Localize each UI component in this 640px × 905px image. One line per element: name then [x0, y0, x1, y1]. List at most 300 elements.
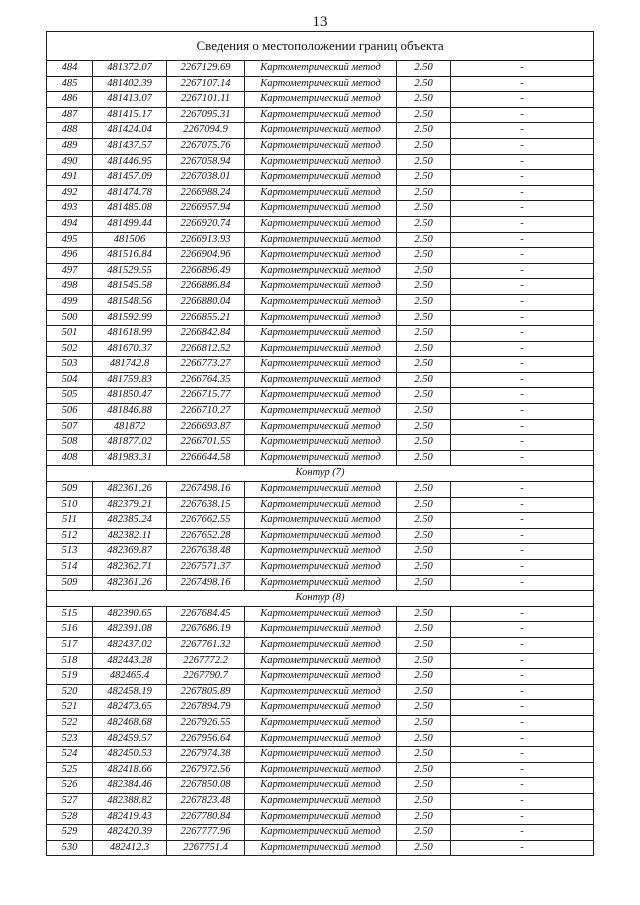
- point-number-cell: 510: [47, 497, 93, 513]
- accuracy-cell: 2.50: [397, 840, 451, 856]
- accuracy-cell: 2.50: [397, 731, 451, 747]
- method-cell: Картометрический метод: [245, 731, 397, 747]
- y-coordinate-cell: 2267823.48: [167, 793, 245, 809]
- y-coordinate-cell: 2266957.94: [167, 201, 245, 217]
- description-cell: -: [451, 793, 594, 809]
- description-cell: -: [451, 840, 594, 856]
- table-row: [47, 185, 594, 201]
- description-cell: -: [451, 61, 594, 77]
- y-coordinate-cell: 2267894.79: [167, 700, 245, 716]
- description-cell: -: [451, 279, 594, 295]
- table-row: [47, 326, 594, 342]
- x-coordinate-cell: 481424.04: [93, 123, 167, 139]
- method-cell: Картометрический метод: [245, 840, 397, 856]
- table-row: [47, 92, 594, 108]
- accuracy-cell: 2.50: [397, 263, 451, 279]
- y-coordinate-cell: 2267095.31: [167, 107, 245, 123]
- x-coordinate-cell: 482465.4: [93, 669, 167, 685]
- accuracy-cell: 2.50: [397, 622, 451, 638]
- x-coordinate-cell: 481545.58: [93, 279, 167, 295]
- x-coordinate-cell: 482419.43: [93, 809, 167, 825]
- table-row: [47, 404, 594, 420]
- description-cell: -: [451, 263, 594, 279]
- y-coordinate-cell: 2267751.4: [167, 840, 245, 856]
- x-coordinate-cell: 481548.56: [93, 294, 167, 310]
- point-number-cell: 504: [47, 372, 93, 388]
- section-label: Контур (7): [47, 466, 594, 482]
- y-coordinate-cell: 2267662.55: [167, 513, 245, 529]
- accuracy-cell: 2.50: [397, 170, 451, 186]
- table-row: [47, 622, 594, 638]
- accuracy-cell: 2.50: [397, 825, 451, 841]
- x-coordinate-cell: 482388.82: [93, 793, 167, 809]
- description-cell: -: [451, 154, 594, 170]
- method-cell: Картометрический метод: [245, 216, 397, 232]
- method-cell: Картометрический метод: [245, 185, 397, 201]
- accuracy-cell: 2.50: [397, 762, 451, 778]
- description-cell: -: [451, 450, 594, 466]
- point-number-cell: 511: [47, 513, 93, 529]
- y-coordinate-cell: 2266896.49: [167, 263, 245, 279]
- description-cell: -: [451, 216, 594, 232]
- description-cell: -: [451, 825, 594, 841]
- point-number-cell: 513: [47, 544, 93, 560]
- method-cell: Картометрический метод: [245, 513, 397, 529]
- point-number-cell: 519: [47, 669, 93, 685]
- point-number-cell: 491: [47, 170, 93, 186]
- y-coordinate-cell: 2266988.24: [167, 185, 245, 201]
- accuracy-cell: 2.50: [397, 435, 451, 451]
- description-cell: -: [451, 544, 594, 560]
- table-row: [47, 825, 594, 841]
- y-coordinate-cell: 2267571.37: [167, 560, 245, 576]
- accuracy-cell: 2.50: [397, 61, 451, 77]
- description-cell: -: [451, 669, 594, 685]
- table-row: [47, 248, 594, 264]
- y-coordinate-cell: 2267498.16: [167, 575, 245, 591]
- y-coordinate-cell: 2267777.96: [167, 825, 245, 841]
- x-coordinate-cell: 481516.84: [93, 248, 167, 264]
- table-row: [47, 762, 594, 778]
- accuracy-cell: 2.50: [397, 388, 451, 404]
- x-coordinate-cell: 482437.02: [93, 637, 167, 653]
- point-number-cell: 518: [47, 653, 93, 669]
- table-row: [47, 279, 594, 295]
- accuracy-cell: 2.50: [397, 747, 451, 763]
- section-label: Контур (8): [47, 591, 594, 607]
- point-number-cell: 522: [47, 715, 93, 731]
- y-coordinate-cell: 2267972.56: [167, 762, 245, 778]
- table-row: [47, 497, 594, 513]
- y-coordinate-cell: 2266904.96: [167, 248, 245, 264]
- x-coordinate-cell: 481877.02: [93, 435, 167, 451]
- y-coordinate-cell: 2266812.52: [167, 341, 245, 357]
- y-coordinate-cell: 2267772.2: [167, 653, 245, 669]
- accuracy-cell: 2.50: [397, 669, 451, 685]
- y-coordinate-cell: 2266710.27: [167, 404, 245, 420]
- accuracy-cell: 2.50: [397, 637, 451, 653]
- y-coordinate-cell: 2267101.11: [167, 92, 245, 108]
- x-coordinate-cell: 481446.95: [93, 154, 167, 170]
- x-coordinate-cell: 481670.37: [93, 341, 167, 357]
- point-number-cell: 493: [47, 201, 93, 217]
- point-number-cell: 517: [47, 637, 93, 653]
- table-row: [47, 310, 594, 326]
- x-coordinate-cell: 482362.71: [93, 560, 167, 576]
- x-coordinate-cell: 482361.26: [93, 482, 167, 498]
- accuracy-cell: 2.50: [397, 793, 451, 809]
- x-coordinate-cell: 482382.11: [93, 528, 167, 544]
- method-cell: Картометрический метод: [245, 76, 397, 92]
- description-cell: -: [451, 482, 594, 498]
- description-cell: -: [451, 637, 594, 653]
- method-cell: Картометрический метод: [245, 279, 397, 295]
- method-cell: Картометрический метод: [245, 357, 397, 373]
- method-cell: Картометрический метод: [245, 684, 397, 700]
- point-number-cell: 523: [47, 731, 93, 747]
- x-coordinate-cell: 482379.21: [93, 497, 167, 513]
- y-coordinate-cell: 2267652.28: [167, 528, 245, 544]
- method-cell: Картометрический метод: [245, 232, 397, 248]
- table-row: [47, 575, 594, 591]
- accuracy-cell: 2.50: [397, 450, 451, 466]
- description-cell: -: [451, 435, 594, 451]
- y-coordinate-cell: 2267498.16: [167, 482, 245, 498]
- table-title: Сведения о местоположении границ объекта: [47, 32, 594, 61]
- accuracy-cell: 2.50: [397, 248, 451, 264]
- description-cell: -: [451, 341, 594, 357]
- description-cell: -: [451, 294, 594, 310]
- point-number-cell: 527: [47, 793, 93, 809]
- method-cell: Картометрический метод: [245, 778, 397, 794]
- method-cell: Картометрический метод: [245, 637, 397, 653]
- point-number-cell: 484: [47, 61, 93, 77]
- table-row: [47, 809, 594, 825]
- x-coordinate-cell: 481759.83: [93, 372, 167, 388]
- point-number-cell: 507: [47, 419, 93, 435]
- x-coordinate-cell: 481742.8: [93, 357, 167, 373]
- accuracy-cell: 2.50: [397, 154, 451, 170]
- table-row: [47, 216, 594, 232]
- y-coordinate-cell: 2267094.9: [167, 123, 245, 139]
- table-row: [47, 731, 594, 747]
- point-number-cell: 524: [47, 747, 93, 763]
- x-coordinate-cell: 482468.68: [93, 715, 167, 731]
- accuracy-cell: 2.50: [397, 606, 451, 622]
- x-coordinate-cell: 482443.28: [93, 653, 167, 669]
- point-number-cell: 489: [47, 138, 93, 154]
- point-number-cell: 487: [47, 107, 93, 123]
- section-row: [47, 591, 594, 607]
- table-row: [47, 528, 594, 544]
- description-cell: -: [451, 123, 594, 139]
- table-row: [47, 715, 594, 731]
- method-cell: Картометрический метод: [245, 747, 397, 763]
- accuracy-cell: 2.50: [397, 700, 451, 716]
- point-number-cell: 501: [47, 326, 93, 342]
- x-coordinate-cell: 481506: [93, 232, 167, 248]
- x-coordinate-cell: 482420.39: [93, 825, 167, 841]
- accuracy-cell: 2.50: [397, 419, 451, 435]
- accuracy-cell: 2.50: [397, 715, 451, 731]
- point-number-cell: 496: [47, 248, 93, 264]
- method-cell: Картометрический метод: [245, 715, 397, 731]
- description-cell: -: [451, 107, 594, 123]
- method-cell: Картометрический метод: [245, 123, 397, 139]
- point-number-cell: 509: [47, 575, 93, 591]
- x-coordinate-cell: 482459.57: [93, 731, 167, 747]
- method-cell: Картометрический метод: [245, 482, 397, 498]
- x-coordinate-cell: 481415.17: [93, 107, 167, 123]
- point-number-cell: 497: [47, 263, 93, 279]
- table-row: [47, 123, 594, 139]
- y-coordinate-cell: 2267638.48: [167, 544, 245, 560]
- accuracy-cell: 2.50: [397, 341, 451, 357]
- x-coordinate-cell: 482450.53: [93, 747, 167, 763]
- x-coordinate-cell: 481457.09: [93, 170, 167, 186]
- y-coordinate-cell: 2266693.87: [167, 419, 245, 435]
- table-row: [47, 840, 594, 856]
- x-coordinate-cell: 481413.07: [93, 92, 167, 108]
- y-coordinate-cell: 2267058.94: [167, 154, 245, 170]
- accuracy-cell: 2.50: [397, 372, 451, 388]
- y-coordinate-cell: 2266701.55: [167, 435, 245, 451]
- x-coordinate-cell: 481372.07: [93, 61, 167, 77]
- accuracy-cell: 2.50: [397, 653, 451, 669]
- method-cell: Картометрический метод: [245, 700, 397, 716]
- method-cell: Картометрический метод: [245, 138, 397, 154]
- method-cell: Картометрический метод: [245, 528, 397, 544]
- x-coordinate-cell: 482361.26: [93, 575, 167, 591]
- accuracy-cell: 2.50: [397, 76, 451, 92]
- description-cell: -: [451, 762, 594, 778]
- point-number-cell: 506: [47, 404, 93, 420]
- point-number-cell: 505: [47, 388, 93, 404]
- x-coordinate-cell: 481872: [93, 419, 167, 435]
- method-cell: Картометрический метод: [245, 263, 397, 279]
- description-cell: -: [451, 715, 594, 731]
- point-number-cell: 495: [47, 232, 93, 248]
- accuracy-cell: 2.50: [397, 294, 451, 310]
- description-cell: -: [451, 731, 594, 747]
- table-row: [47, 778, 594, 794]
- x-coordinate-cell: 482412.3: [93, 840, 167, 856]
- method-cell: Картометрический метод: [245, 622, 397, 638]
- description-cell: -: [451, 201, 594, 217]
- accuracy-cell: 2.50: [397, 92, 451, 108]
- y-coordinate-cell: 2267790.7: [167, 669, 245, 685]
- table-row: [47, 669, 594, 685]
- table-row: [47, 341, 594, 357]
- description-cell: -: [451, 310, 594, 326]
- x-coordinate-cell: 481983.31: [93, 450, 167, 466]
- point-number-cell: 408: [47, 450, 93, 466]
- accuracy-cell: 2.50: [397, 575, 451, 591]
- description-cell: -: [451, 622, 594, 638]
- y-coordinate-cell: 2266920.74: [167, 216, 245, 232]
- description-cell: -: [451, 700, 594, 716]
- method-cell: Картометрический метод: [245, 201, 397, 217]
- y-coordinate-cell: 2267780.84: [167, 809, 245, 825]
- description-cell: -: [451, 747, 594, 763]
- point-number-cell: 515: [47, 606, 93, 622]
- point-number-cell: 494: [47, 216, 93, 232]
- table-row: [47, 201, 594, 217]
- point-number-cell: 485: [47, 76, 93, 92]
- x-coordinate-cell: 481402.39: [93, 76, 167, 92]
- x-coordinate-cell: 481485.08: [93, 201, 167, 217]
- method-cell: Картометрический метод: [245, 544, 397, 560]
- y-coordinate-cell: 2266715.77: [167, 388, 245, 404]
- x-coordinate-cell: 481850.47: [93, 388, 167, 404]
- table-row: [47, 107, 594, 123]
- y-coordinate-cell: 2267761.32: [167, 637, 245, 653]
- accuracy-cell: 2.50: [397, 185, 451, 201]
- description-cell: -: [451, 513, 594, 529]
- method-cell: Картометрический метод: [245, 575, 397, 591]
- y-coordinate-cell: 2266855.21: [167, 310, 245, 326]
- y-coordinate-cell: 2266842.84: [167, 326, 245, 342]
- accuracy-cell: 2.50: [397, 528, 451, 544]
- description-cell: -: [451, 232, 594, 248]
- table-row: [47, 372, 594, 388]
- method-cell: Картометрический метод: [245, 435, 397, 451]
- accuracy-cell: 2.50: [397, 684, 451, 700]
- x-coordinate-cell: 482385.24: [93, 513, 167, 529]
- x-coordinate-cell: 482369.87: [93, 544, 167, 560]
- table-row: [47, 653, 594, 669]
- method-cell: Картометрический метод: [245, 793, 397, 809]
- method-cell: Картометрический метод: [245, 310, 397, 326]
- accuracy-cell: 2.50: [397, 232, 451, 248]
- y-coordinate-cell: 2267107.14: [167, 76, 245, 92]
- table-row: [47, 637, 594, 653]
- accuracy-cell: 2.50: [397, 201, 451, 217]
- point-number-cell: 525: [47, 762, 93, 778]
- description-cell: -: [451, 357, 594, 373]
- accuracy-cell: 2.50: [397, 778, 451, 794]
- table-row: [47, 263, 594, 279]
- accuracy-cell: 2.50: [397, 809, 451, 825]
- y-coordinate-cell: 2267684.45: [167, 606, 245, 622]
- x-coordinate-cell: 482458.19: [93, 684, 167, 700]
- accuracy-cell: 2.50: [397, 544, 451, 560]
- y-coordinate-cell: 2267686.19: [167, 622, 245, 638]
- x-coordinate-cell: 482418.66: [93, 762, 167, 778]
- table-row: [47, 61, 594, 77]
- table-row: [47, 435, 594, 451]
- table-row: [47, 388, 594, 404]
- table-row: [47, 154, 594, 170]
- accuracy-cell: 2.50: [397, 326, 451, 342]
- description-cell: -: [451, 170, 594, 186]
- table-row: [47, 138, 594, 154]
- accuracy-cell: 2.50: [397, 123, 451, 139]
- y-coordinate-cell: 2267038.01: [167, 170, 245, 186]
- method-cell: Картометрический метод: [245, 419, 397, 435]
- description-cell: -: [451, 560, 594, 576]
- x-coordinate-cell: 481846.88: [93, 404, 167, 420]
- accuracy-cell: 2.50: [397, 497, 451, 513]
- point-number-cell: 488: [47, 123, 93, 139]
- x-coordinate-cell: 482391.08: [93, 622, 167, 638]
- x-coordinate-cell: 482473.65: [93, 700, 167, 716]
- description-cell: -: [451, 419, 594, 435]
- y-coordinate-cell: 2266644.58: [167, 450, 245, 466]
- table-row: [47, 560, 594, 576]
- table-row: [47, 482, 594, 498]
- point-number-cell: 486: [47, 92, 93, 108]
- method-cell: Картометрический метод: [245, 61, 397, 77]
- method-cell: Картометрический метод: [245, 825, 397, 841]
- table-row: [47, 606, 594, 622]
- y-coordinate-cell: 2267956.64: [167, 731, 245, 747]
- accuracy-cell: 2.50: [397, 357, 451, 373]
- description-cell: -: [451, 388, 594, 404]
- description-cell: -: [451, 326, 594, 342]
- point-number-cell: 508: [47, 435, 93, 451]
- point-number-cell: 502: [47, 341, 93, 357]
- description-cell: -: [451, 92, 594, 108]
- y-coordinate-cell: 2266773.27: [167, 357, 245, 373]
- y-coordinate-cell: 2267638.15: [167, 497, 245, 513]
- description-cell: -: [451, 138, 594, 154]
- method-cell: Картометрический метод: [245, 809, 397, 825]
- method-cell: Картометрический метод: [245, 404, 397, 420]
- table-row: [47, 76, 594, 92]
- method-cell: Картометрический метод: [245, 497, 397, 513]
- point-number-cell: 529: [47, 825, 93, 841]
- point-number-cell: 512: [47, 528, 93, 544]
- y-coordinate-cell: 2267850.08: [167, 778, 245, 794]
- point-number-cell: 520: [47, 684, 93, 700]
- description-cell: -: [451, 778, 594, 794]
- point-number-cell: 526: [47, 778, 93, 794]
- method-cell: Картометрический метод: [245, 294, 397, 310]
- table-row: [47, 513, 594, 529]
- point-number-cell: 530: [47, 840, 93, 856]
- table-title-row: [47, 32, 594, 61]
- method-cell: Картометрический метод: [245, 762, 397, 778]
- boundary-document: [46, 31, 593, 856]
- description-cell: -: [451, 606, 594, 622]
- y-coordinate-cell: 2266764.35: [167, 372, 245, 388]
- point-number-cell: 492: [47, 185, 93, 201]
- description-cell: -: [451, 653, 594, 669]
- y-coordinate-cell: 2267805.89: [167, 684, 245, 700]
- table-row: [47, 544, 594, 560]
- boundary-table: [46, 31, 594, 856]
- accuracy-cell: 2.50: [397, 216, 451, 232]
- point-number-cell: 490: [47, 154, 93, 170]
- description-cell: -: [451, 575, 594, 591]
- method-cell: Картометрический метод: [245, 606, 397, 622]
- table-row: [47, 357, 594, 373]
- method-cell: Картометрический метод: [245, 248, 397, 264]
- boundary-table-body: [47, 32, 594, 856]
- accuracy-cell: 2.50: [397, 279, 451, 295]
- method-cell: Картометрический метод: [245, 170, 397, 186]
- accuracy-cell: 2.50: [397, 107, 451, 123]
- point-number-cell: 514: [47, 560, 93, 576]
- table-row: [47, 170, 594, 186]
- point-number-cell: 521: [47, 700, 93, 716]
- method-cell: Картометрический метод: [245, 326, 397, 342]
- accuracy-cell: 2.50: [397, 138, 451, 154]
- point-number-cell: 503: [47, 357, 93, 373]
- point-number-cell: 516: [47, 622, 93, 638]
- description-cell: -: [451, 372, 594, 388]
